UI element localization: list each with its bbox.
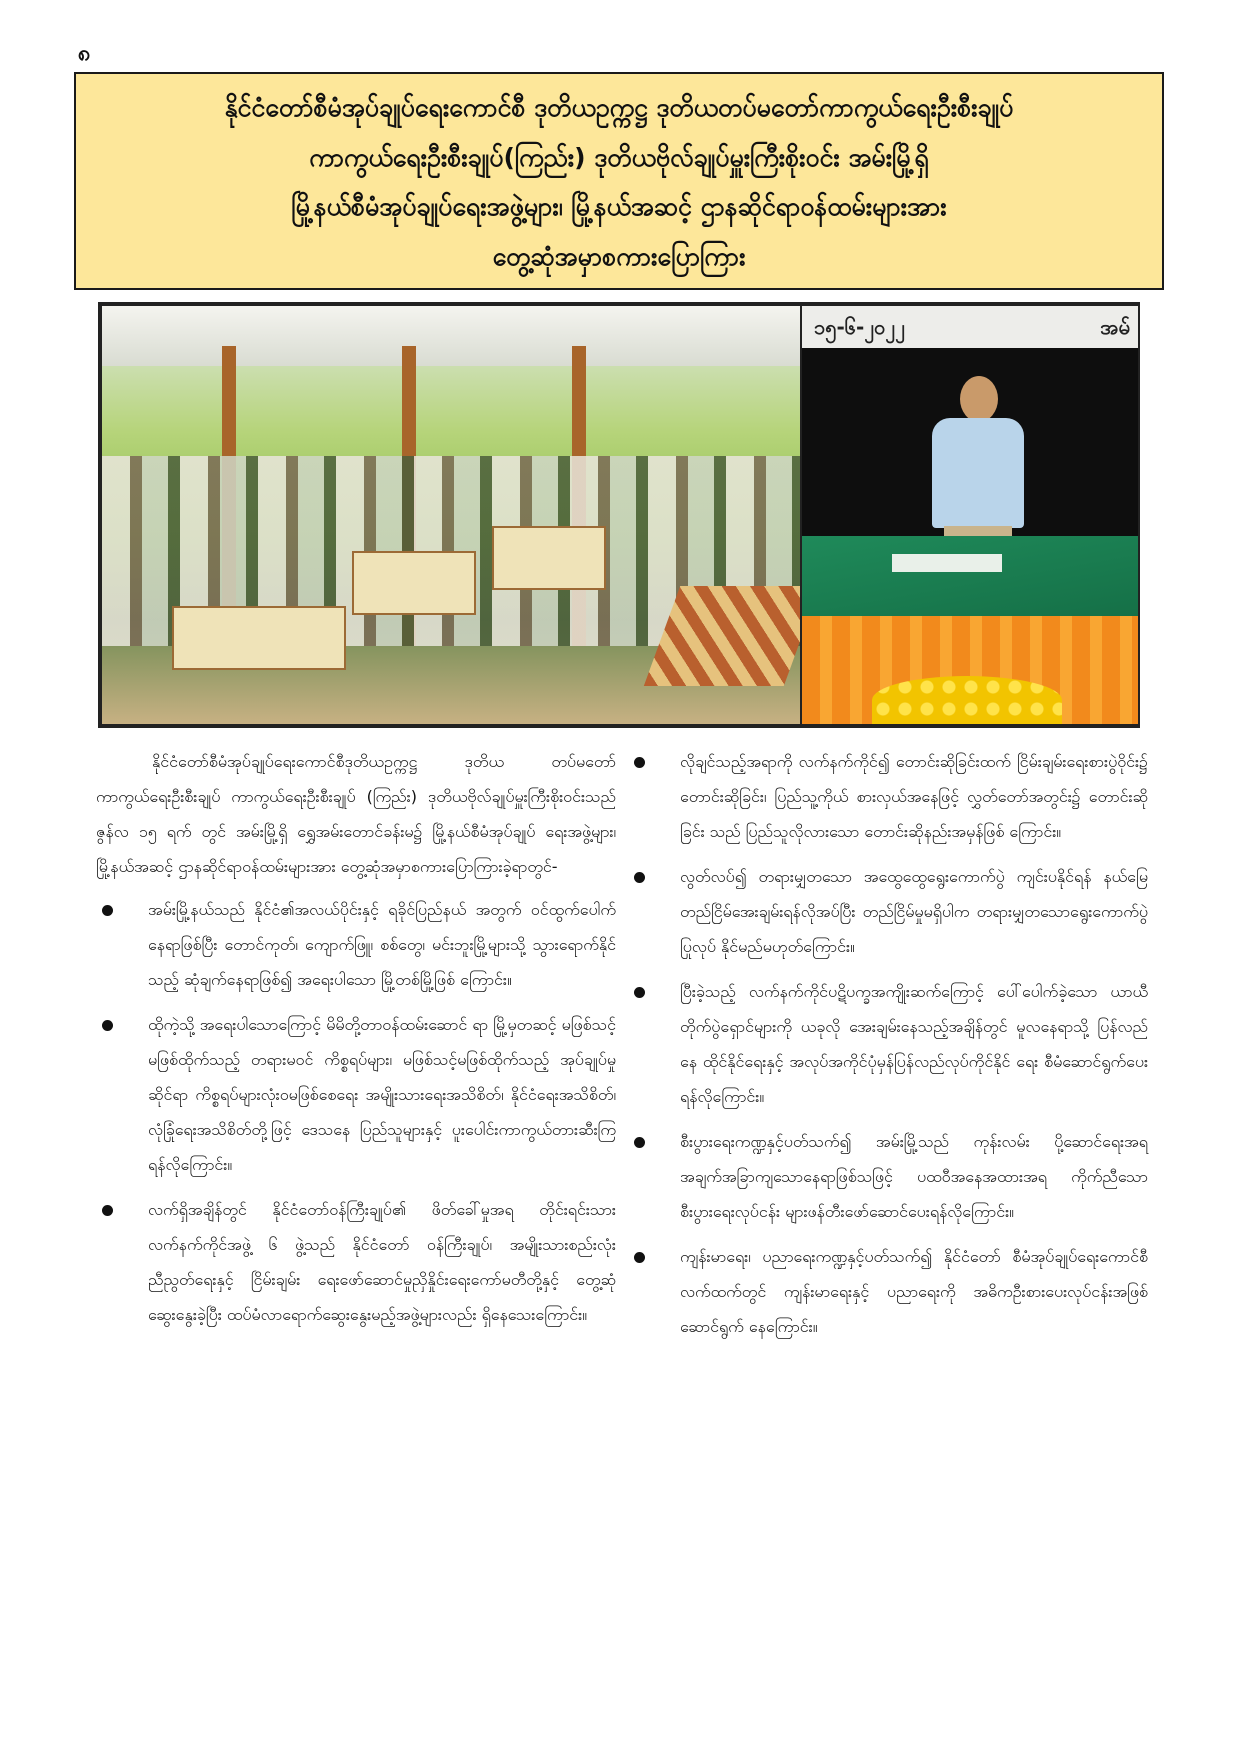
intro-paragraph: နိုင်ငံတော်စီမံအုပ်ချုပ်ရေးကောင်စီဒုတိယဥက္ကဋ္ဌ ဒုတိယ တပ်မတော်ကာကွယ်ရေးဦးစီးချုပ် ကာကွယ်ရေးဦးစီးချုပ် (ကြည်း) ဒုတိယဗိုလ်ချုပ်မှူးကြီးစိုးဝင်းသည် ဇွန်လ ၁၅ ရက် တွင် အမ်းမြို့ရှိ ရွှေအမ်းတောင်ခန်းမ၌ မြို့နယ်စီမံအုပ်ချုပ် ရေးအဖွဲ့များ၊ မြို့နယ်အဆင့် ဌာနဆိုင်ရာဝန်ထမ်းများအား တွေ့ဆုံအမှာစကားပြောကြားခဲ့ရာတွင်- xyxy=(96,752,616,876)
bullet-item: စီးပွားရေးကဏ္ဍနှင့်ပတ်သက်၍ အမ်းမြို့သည် ကုန်းလမ်း ပို့ဆောင်ရေးအရ အချက်အခြာကျသောနေရာဖြစ်သဖြင့် ပထဝီအနေအထားအရ ကိုက်ညီသောစီးပွားရေးလုပ်ငန်း များဖန်တီးဖော်ဆောင်ပေးရန်လိုကြောင်း။ xyxy=(628,1124,1148,1229)
headline-line-2: ကာကွယ်ရေးဦးစီးချုပ်(ကြည်း) ဒုတိယဗိုလ်ချုပ်မှူးကြီးစိုးဝင်း အမ်းမြို့ရှိ xyxy=(309,142,929,172)
date-banner xyxy=(802,306,1138,348)
podium-table xyxy=(802,536,1138,616)
audience-photo xyxy=(102,306,800,724)
front-table xyxy=(492,526,606,590)
bullet-item: လိုချင်သည့်အရာကို လက်နက်ကိုင်၍ တောင်းဆိုခြင်းထက် ငြိမ်းချမ်းရေးစားပွဲဝိုင်း၌ တောင်းဆိုခြင်း၊ ပြည်သူ့ကိုယ် စားလှယ်အနေဖြင့် လွှတ်တော်အတွင်း၌ တောင်းဆိုခြင်း သည် ပြည်သူလိုလားသော တောင်းဆိုနည်းအမှန်ဖြစ် ကြောင်း။ xyxy=(628,744,1148,849)
bullet-item: အမ်းမြို့နယ်သည် နိုင်ငံ၏အလယ်ပိုင်းနှင့် ရခိုင်ပြည်နယ် အတွက် ဝင်ထွက်ပေါက်နေရာဖြစ်ပြီး တောင်ကုတ်၊ ကျောက်ဖြူ၊ စစ်တွေ၊ မင်းဘူးမြို့များသို့ သွားရောက်နိုင် သည့် ဆုံချက်နေရာဖြစ်၍ အရေးပါသော မြို့တစ်မြို့ဖြစ် ကြောင်း။ xyxy=(96,892,616,997)
front-table xyxy=(352,551,476,615)
left-column xyxy=(96,744,616,1342)
bullet-item: ပြီးခဲ့သည့် လက်နက်ကိုင်ပဋိပက္ခအကျိုးဆက်ကြောင့် ပေါ်ပေါက်ခဲ့သော ယာယီတိုက်ပွဲရှောင်များကို ယခုလို အေးချမ်းနေသည့်အချိန်တွင် မူလနေရာသို့ ပြန်လည်နေ ထိုင်နိုင်ရေးနှင့် အလုပ်အကိုင်ပုံမှန်ပြန်လည်လုပ်ကိုင်နိုင် ရေး စီမံဆောင်ရွက်ပေးရန်လိုကြောင်း။ xyxy=(628,974,1148,1114)
right-column xyxy=(628,744,1148,1354)
photo-date: ၁၅-၆-၂၀၂၂ xyxy=(814,315,906,339)
flower-arrangement xyxy=(872,676,1062,724)
news-photo xyxy=(98,302,1140,728)
hall-ceiling xyxy=(102,306,800,366)
bullet-item: ကျန်းမာရေး၊ ပညာရေးကဏ္ဍနှင့်ပတ်သက်၍ နိုင်ငံတော် စီမံအုပ်ချုပ်ရေးကောင်စီလက်ထက်တွင် ကျန်းမာရေးနှင့် ပညာရေးကို အဓိကဦးစားပေးလုပ်ငန်းအဖြစ် ဆောင်ရွက် နေကြောင်း။ xyxy=(628,1239,1148,1344)
bullet-item: လက်ရှိအချိန်တွင် နိုင်ငံတော်ဝန်ကြီးချုပ်၏ ဖိတ်ခေါ်မှုအရ တိုင်းရင်းသားလက်နက်ကိုင်အဖွဲ့ ၆ ဖွဲ့သည် နိုင်ငံတော် ဝန်ကြီးချုပ်၊ အမျိုးသားစည်းလုံးညီညွတ်ရေးနှင့် ငြိမ်းချမ်း ရေးဖော်ဆောင်မှုညှိနှိုင်းရေးကော်မတီတို့နှင့် တွေ့ဆုံ ဆွေးနွေးခဲ့ပြီး ထပ်မံလာရောက်ဆွေးနွေးမည့်အဖွဲ့များလည်း ရှိနေသေးကြောင်း။ xyxy=(96,1192,616,1332)
front-table xyxy=(172,606,346,670)
name-plate xyxy=(892,554,1002,572)
bullet-item: ထိုကဲ့သို့ အရေးပါသောကြောင့် မိမိတို့တာဝန်ထမ်းဆောင် ရာ မြို့မှတဆင့် မဖြစ်သင့်မဖြစ်ထိုက်သည့် တရားမဝင် ကိစ္စရပ်များ၊ မဖြစ်သင့်မဖြစ်ထိုက်သည့် အုပ်ချုပ်မှုဆိုင်ရာ ကိစ္စရပ်များလုံးဝမဖြစ်စေရေး အမျိုးသားရေးအသိစိတ်၊ နိုင်ငံရေးအသိစိတ်၊ လုံခြုံရေးအသိစိတ်တို့ဖြင့် ဒေသနေ ပြည်သူများနှင့် ပူးပေါင်းကာကွယ်တားဆီးကြရန်လိုကြောင်း။ xyxy=(96,1007,616,1182)
page-number: ၈ xyxy=(78,41,91,66)
headline-line-1: နိုင်ငံတော်စီမံအုပ်ချုပ်ရေးကောင်စီ ဒုတိယဥက္ကဋ္ဌ ဒုတိယတပ်မတော်ကာကွယ်ရေးဦးစီးချုပ် xyxy=(224,93,1014,122)
headline-line-3: မြို့နယ်စီမံအုပ်ချုပ်ရေးအဖွဲ့များ၊ မြို့နယ်အဆင့် ဌာနဆိုင်ရာဝန်ထမ်းများအား xyxy=(291,192,947,221)
speaker-photo xyxy=(802,306,1138,724)
headline-box xyxy=(74,72,1164,290)
bullet-item: လွတ်လပ်၍ တရားမျှတသော အထွေထွေရွေးကောက်ပွဲ ကျင်းပနိုင်ရန် နယ်မြေတည်ငြိမ်အေးချမ်းရန်လိုအပ်ပြီး တည်ငြိမ်မှုမရှိပါက တရားမျှတသောရွေးကောက်ပွဲပြုလုပ် နိုင်မည်မဟုတ်ကြောင်း။ xyxy=(628,859,1148,964)
photo-tag: အမ် xyxy=(1100,315,1130,339)
headline-line-4: တွေ့ဆုံအမှာစကားပြောကြား xyxy=(492,241,746,271)
